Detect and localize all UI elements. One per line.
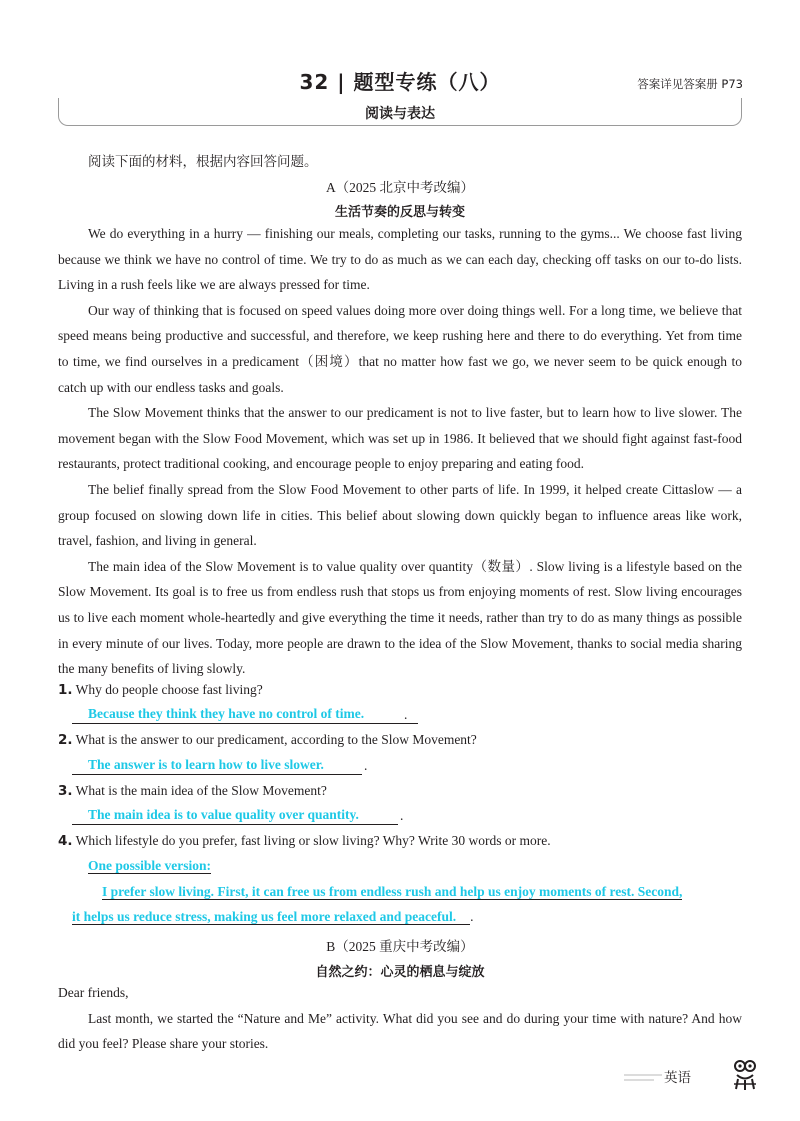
period: . [470, 909, 474, 925]
period: . [364, 758, 368, 773]
footer-subject: 英语 [664, 1070, 691, 1086]
passage-a-paragraph: The Slow Movement thinks that the answer to our predicament is not to live faster, but to learn how to live slower. The movement began with the Slow Food Movement, which was set up in 1986. It believed that we should fight against fast-food restaurants, protect traditional cooking, and encourage people to enjoy preparing and eating food. [58, 405, 742, 472]
answer-1: Because they think they have no control of time. [72, 706, 418, 724]
question-number: 1. [58, 682, 73, 698]
passage-a-paragraph: We do everything in a hurry — finishing our meals, completing our tasks, running to the gyms... We choose fast living because we think we have no control of time. We try to do as much as we can each day, checking off tasks on our to-do lists. Living in a rush feels like we are always pressed for time. [58, 226, 742, 293]
question-number: 2. [58, 732, 73, 748]
greeting: Dear friends, [58, 985, 129, 1000]
answer-4 [72, 853, 742, 930]
question-1 [58, 682, 263, 698]
answer-3: The main idea is to value quality over quantity. [72, 807, 398, 825]
passage-a-paragraph: The main idea of the Slow Movement is to value quality over quantity（数量）. Slow living is a lifestyle based on the Slow Movement. Its goal is to free us from endless rush that stops us from enjoying moments of rest. Slow living encourages us to live each moment whole-heartedly and give everything the time it needs, rather than try to do as many things as possible in every minute of our lives. Today, more people are drawn to the idea of the Slow Movement, thanks to social media sharing the many benefits of living slowly. [58, 558, 742, 677]
passage-a-paragraph: The belief finally spread from the Slow Food Movement to other parts of life. In 1999, it helped create Cittaslow — a group focused on slowing down life in cities. This belief about slowing down quickly began to influence areas like work, travel, fashion, and living in general. [58, 481, 742, 549]
question-3 [58, 783, 327, 799]
answer-2: The answer is to learn how to live slower. [72, 757, 362, 775]
instruction: 阅读下面的材料，根据内容回答问题。 [88, 154, 318, 169]
passage-a-title: 生活节奏的反思与转变 [334, 205, 465, 220]
passage-b-body [58, 980, 742, 1057]
passage-a-body [58, 221, 742, 682]
period: . [404, 707, 408, 722]
section-title: 阅读与表达 [365, 106, 435, 122]
question-text: What is the answer to our predicament, according to the Slow Movement? [75, 732, 477, 747]
question-text: What is the main idea of the Slow Movement? [75, 783, 327, 798]
answer-reference: 答案详见答案册 P73 [637, 77, 743, 91]
passage-b-paragraph: Last month, we started the “Nature and Me” activity. What did you see and do during your time with nature? And how did you feel? Please share your stories. [58, 1010, 742, 1052]
answer-line: it helps us reduce stress, making us feel more relaxed and peaceful. [72, 909, 470, 925]
question-text: Which lifestyle do you prefer, fast living or slow living? Why? Write 30 words or more. [75, 833, 551, 848]
question-4 [58, 833, 551, 849]
footer-watermark [624, 1072, 664, 1086]
question-number: 3. [58, 783, 73, 799]
mascot-logo-icon [732, 1058, 758, 1097]
question-number: 4. [58, 833, 73, 849]
period: . [400, 808, 404, 823]
page-title: 32 | 题型专练（八） [299, 70, 501, 94]
answer-label: One possible version: [88, 858, 212, 873]
question-2 [58, 732, 477, 748]
passage-a-paragraph: Our way of thinking that is focused on speed values doing more over doing things well. For a long time, we believe that speed means being productive and successful, and therefore, we keep rushing here and there to do everything. Yet from time to time, we find ourselves in a predicament（困境）that no matter how fast we go, we never seem to be quick enough to catch up with our endless tasks and goals. [58, 302, 742, 395]
passage-a-source: A（2025 北京中考改编） [325, 180, 475, 195]
passage-b-title: 自然之约：心灵的栖息与绽放 [315, 965, 485, 980]
question-text: Why do people choose fast living? [75, 682, 263, 697]
answer-line: I prefer slow living. First, it can free us from endless rush and help us enjoy moments of rest. Second, [102, 883, 683, 899]
passage-b-source: B（2025 重庆中考改编） [326, 939, 474, 954]
watermark-icon [624, 1072, 664, 1084]
